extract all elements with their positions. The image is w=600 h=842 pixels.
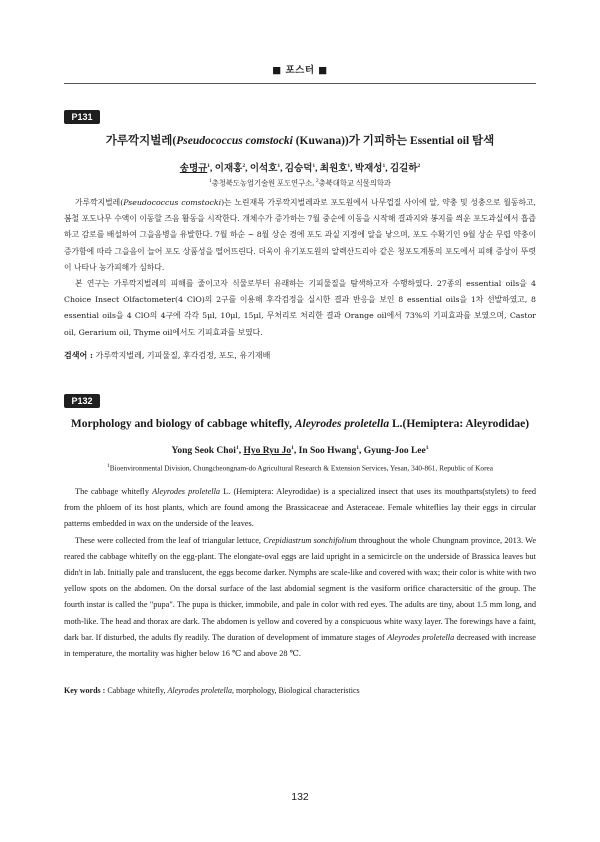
keywords-label: 검색어 :: [64, 350, 93, 360]
p131-title-suffix: (Kuwana))가 기피하는 Essential oil 탐색: [292, 135, 495, 147]
affil-text: Bioenvironmental Division, Chungcheongnam-do Agricultural Research & Extension Services, Yesan, 340-861, Republic of Korea: [109, 463, 493, 473]
p131-author-list: 송명규$^1$, 이재홍$^2$, 이석호$^1$, 김승덕$^1$, 최원호$^1$, 박재성$^1$, 김길하$^2$: [179, 162, 421, 174]
p131-paragraph-1: [64, 195, 536, 276]
author-name: Gyung-Joo Lee: [363, 446, 426, 457]
author-affil-marker: 1: [291, 445, 294, 451]
author-affil-marker: 1: [207, 162, 211, 169]
author-name: 이재홍: [214, 164, 243, 174]
p132-title-suffix: L.(Hemiptera: Aleyrodidae): [389, 418, 530, 430]
author: [172, 446, 239, 456]
keywords-species: Aleyrodes proletella: [167, 686, 232, 695]
species-name: Aleyrodes proletella: [387, 632, 455, 642]
p132-keywords: [64, 686, 536, 695]
p132-author-list: Yong Seok Choi$^1$, Hyo Ryu Jo$^1$, In Soo Hwang$^1$, Gyung-Joo Lee$^1$: [171, 445, 429, 457]
p132-title-species: Aleyrodes proletella: [294, 418, 390, 430]
p132-title: [64, 418, 536, 430]
author-name: 김승덕: [284, 164, 313, 174]
p131-keywords: [64, 350, 536, 361]
text: )는 노린재목 가루깍지벌레과로 포도원에서 나무껍질 사이에 알, 약충 및 성충으로 월동하고, 봄철 포도나무 수액이 이동할 즈음 활동을 시작한다. 개체수가 증가하는 7월 중순에 이동을 시작해 결과지와 봉지를 씌운 포도과실에서 흡즙하고 감로를 배설하여 그을음병을 유발한다. 7월 하순 ~ 8월 상순 경에 포도 과실 지경에 알을 낳으며, 포도 수확기인 9월 상순 무렵 약충이 증가함에 따라 그을음이 늘어 포도 상품성을 떨어뜨린다. 더욱이 유기포도원의 알렉산드리아 같은 청포도계통의 포도에서 피해 증상이 뚜렷이 나타나 농가피해가 심하다.: [64, 198, 536, 272]
author-name: In Soo Hwang: [298, 446, 357, 457]
keywords-text: 가루깍지벌레, 기피물질, 후각검정, 포도, 유기재배: [92, 351, 271, 360]
author: [243, 446, 293, 456]
keywords-label: Key words :: [64, 686, 106, 695]
author-affil-marker: 1: [356, 445, 359, 451]
p131-title-prefix: 가루깍지벌레(: [105, 135, 177, 147]
species-name: Aleyrodes proletella: [152, 487, 221, 496]
p132-paragraph-1: [64, 484, 536, 533]
text: throughout the whole Chungnam province, 2013. We reared the cabbage whitefly on the egg-plant. The elongate-oval eggs are laid upright in a semicircle on the underside of Brassica leaves but didn't in lab. Initially pale and translucent, the eggs become darker. Nymphs are scale-like and covered with wax; their color is white with two yellow spots on the abdomen. On the dorsal surface of the last abdomial segment is the vasiform orifice charactersitic of the group. The fourth instar is called the "pupa". The pupa is thicker, immobile, and pale in color with red eyes. The adults are tiny, about 1.5 mm long, and moth-like. The head and thorax are dark. The abdomen is yellow and covered by a conspicuous white waxy layer. The forewings have a faint, dark bar. If disturbed, the adults fly readily. The duration of development of immature stages of: [64, 535, 536, 642]
author-name: 송명규: [179, 164, 208, 174]
author-name: 이석호: [249, 164, 278, 174]
author: [285, 164, 315, 174]
p131-title: [64, 132, 536, 148]
author-name: 김길하: [389, 164, 418, 174]
author-affil-marker: 1: [425, 445, 429, 451]
author-name: 박재성: [354, 164, 383, 174]
header-divider: [64, 83, 536, 84]
author-affil-marker: 1: [277, 162, 281, 169]
affil-marker: 1: [107, 463, 110, 469]
affil-text: 충북대학교 식물의학과: [318, 178, 391, 188]
author-name: 최원호: [319, 164, 348, 174]
author: [215, 164, 245, 174]
page-number: 132: [291, 791, 309, 803]
species-name: Pseudococcus comstocki: [123, 198, 222, 207]
p131-abstract-body: [64, 195, 536, 341]
author-affil-marker: 1: [312, 162, 316, 169]
p131-affiliation: [64, 178, 536, 188]
author-affil-marker: 1: [382, 162, 386, 169]
keywords-text: Cabbage whitefly,: [105, 686, 168, 695]
abstract-badge-p131: P131: [64, 110, 100, 124]
p132-affiliation: [64, 463, 536, 472]
text: decreased with increase in temperature, the mortality was higher below 16 ℃ and above 28 ℃.: [64, 632, 536, 659]
author: [355, 164, 385, 174]
p132-paragraph-2: [64, 533, 536, 663]
author: [390, 164, 420, 174]
keywords-text: , morphology, Biological characteristics: [231, 686, 360, 695]
author-affil-marker: 2: [417, 162, 421, 169]
p132-title-prefix: Morphology and biology of cabbage whitefly,: [70, 418, 295, 430]
author: [364, 446, 429, 456]
author-affil-marker: 1: [235, 445, 239, 451]
affil-marker: 1: [209, 178, 212, 184]
abstract-badge-p132: P132: [64, 394, 100, 408]
section-header: ■ 포스터 ■: [272, 65, 328, 76]
p132-abstract-body: [64, 484, 536, 662]
author-affil-marker: 1: [347, 162, 351, 169]
text: The cabbage whitefly: [75, 487, 153, 496]
author: [299, 446, 359, 456]
affil-text: 충청북도농업기술원 포도연구소,: [211, 178, 316, 188]
text: 가루깍지벌레(: [75, 198, 124, 207]
text: These were collected from the leaf of triangular lettuce,: [75, 535, 264, 545]
author-name: Yong Seok Choi: [171, 446, 236, 457]
p131-title-species: Pseudococcus comstocki: [176, 135, 293, 147]
p131-paragraph-2: 본 연구는 가루깍지벌레의 피해를 줄이고자 식물로부터 유래하는 기피물질을 탐색하고자 수행하였다. 27종의 essential oils을 4 Choice Insect Olfactometer(4 ClO)의 2구를 이용해 후각검정을 실시한 결과 반응을 보인 8 essential oils을 1차 선발하였고, 8 essential oils을 4 ClO의 4구에 각각 5μl, 10μl, 15μl, 무처리로 처리한 결과 Orange oil에서 73%의 기피효과를 보였으며, Castor oil, Gerarium oil, Thyme oil에서도 기피효과를 보였다.: [64, 279, 536, 337]
species-name: Crepidiastrum sonchifolium: [263, 535, 357, 545]
author: [250, 164, 280, 174]
author: [320, 164, 350, 174]
author: [180, 164, 210, 174]
text: L. (Hemiptera: Aleyrodidae) is a specialized insect that uses its mouthparts(stylets) to feed from the phloem of its host plants, which are found among the Brassicaceae and Asteraceae. Female whiteflies lay their eggs in circular patterns embedded in wax on the underside of the leaves.: [64, 487, 536, 529]
affil-marker: 2: [315, 178, 319, 184]
author-name: Hyo Ryu Jo: [243, 446, 292, 457]
author-affil-marker: 2: [242, 162, 246, 169]
